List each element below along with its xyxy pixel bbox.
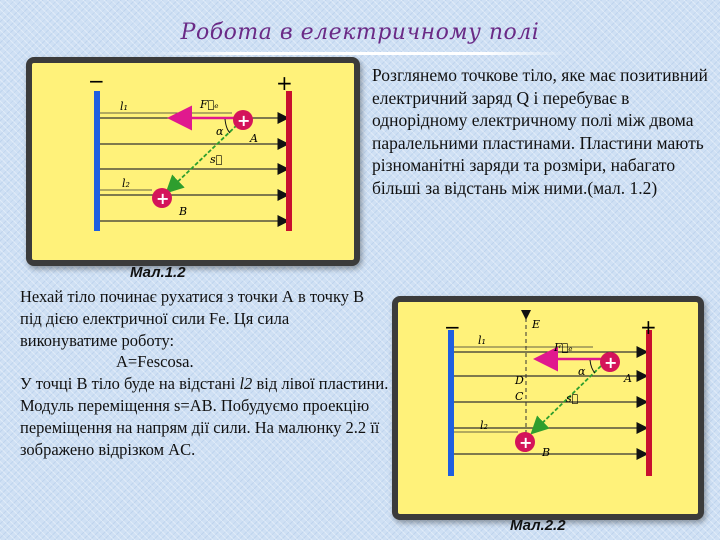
figure-1-diagram <box>32 63 354 260</box>
displacement-label: s⃗ <box>210 153 223 166</box>
positive-plate <box>646 330 652 476</box>
work-formula: A=Fescosa. <box>116 352 194 372</box>
l1-label: l₁ <box>120 100 128 113</box>
positive-plate <box>286 91 292 231</box>
charge-a-sign: + <box>237 111 251 130</box>
alpha-label: α <box>216 125 224 138</box>
displacement-label: s⃗ <box>566 392 579 405</box>
point-d-label: D <box>515 374 524 387</box>
alpha-arc <box>590 360 595 373</box>
alpha-arc <box>225 119 230 133</box>
charge-a-sign: + <box>604 353 618 372</box>
point-a-label: A <box>250 132 258 145</box>
force-label: F⃗ₑ <box>200 98 219 111</box>
negative-plate <box>94 91 100 231</box>
point-b-label: B <box>179 205 188 218</box>
l1-label: l₁ <box>478 334 486 347</box>
figure-2-diagram <box>398 302 698 514</box>
explanation-line-2: У точці В тіло буде на відстані l2 від лівої пластини. <box>20 374 389 394</box>
l2-symbol: l2 <box>239 374 253 394</box>
displacement-vector <box>168 125 237 191</box>
title-underline <box>150 52 570 55</box>
l2-label: l₂ <box>480 419 488 432</box>
minus-sign: − <box>444 315 461 339</box>
page-title: Робота в електричному полі <box>180 20 540 45</box>
intro-paragraph: Розглянемо точкове тіло, яке має позитивний електричний заряд Q і перебуває в однорідному електричному полі між двома паралельними пластинами. Пластини мають різноманітні заряди та розміри, набагато більші за відстань між ними.(мал. 1.2) <box>372 65 708 198</box>
force-label: F⃗ₑ <box>554 341 573 354</box>
figure-1-panel <box>26 57 360 266</box>
e-label: E <box>532 318 541 331</box>
negative-plate <box>448 330 454 476</box>
explanation-line-1: Нехай тіло починає рухатися з точки А в точку В під дією електричної сили Fe. Ця сила виконуватиме роботу: <box>20 287 365 350</box>
figure-1-caption: Мал.1.2 <box>130 264 186 281</box>
charge-b-sign: + <box>519 433 533 452</box>
plus-sign: + <box>640 315 657 339</box>
alpha-label: α <box>578 365 586 378</box>
plus-sign: + <box>276 71 293 95</box>
point-c-label: C <box>515 390 524 403</box>
figure-2-caption: Мал.2.2 <box>510 517 566 534</box>
point-b-label: B <box>542 446 551 459</box>
explanation-text <box>20 286 390 460</box>
explanation-line-3: Модуль переміщення s=AB. Побудуємо проекцію переміщення на напрям дії сили. На малюнку 2.2 її зображено відрізком AC. <box>20 395 380 459</box>
charge-b-sign: + <box>156 189 170 208</box>
figure-2-panel <box>392 296 704 520</box>
point-a-label: A <box>624 372 632 385</box>
minus-sign: − <box>88 69 105 93</box>
l2-label: l₂ <box>122 177 130 190</box>
